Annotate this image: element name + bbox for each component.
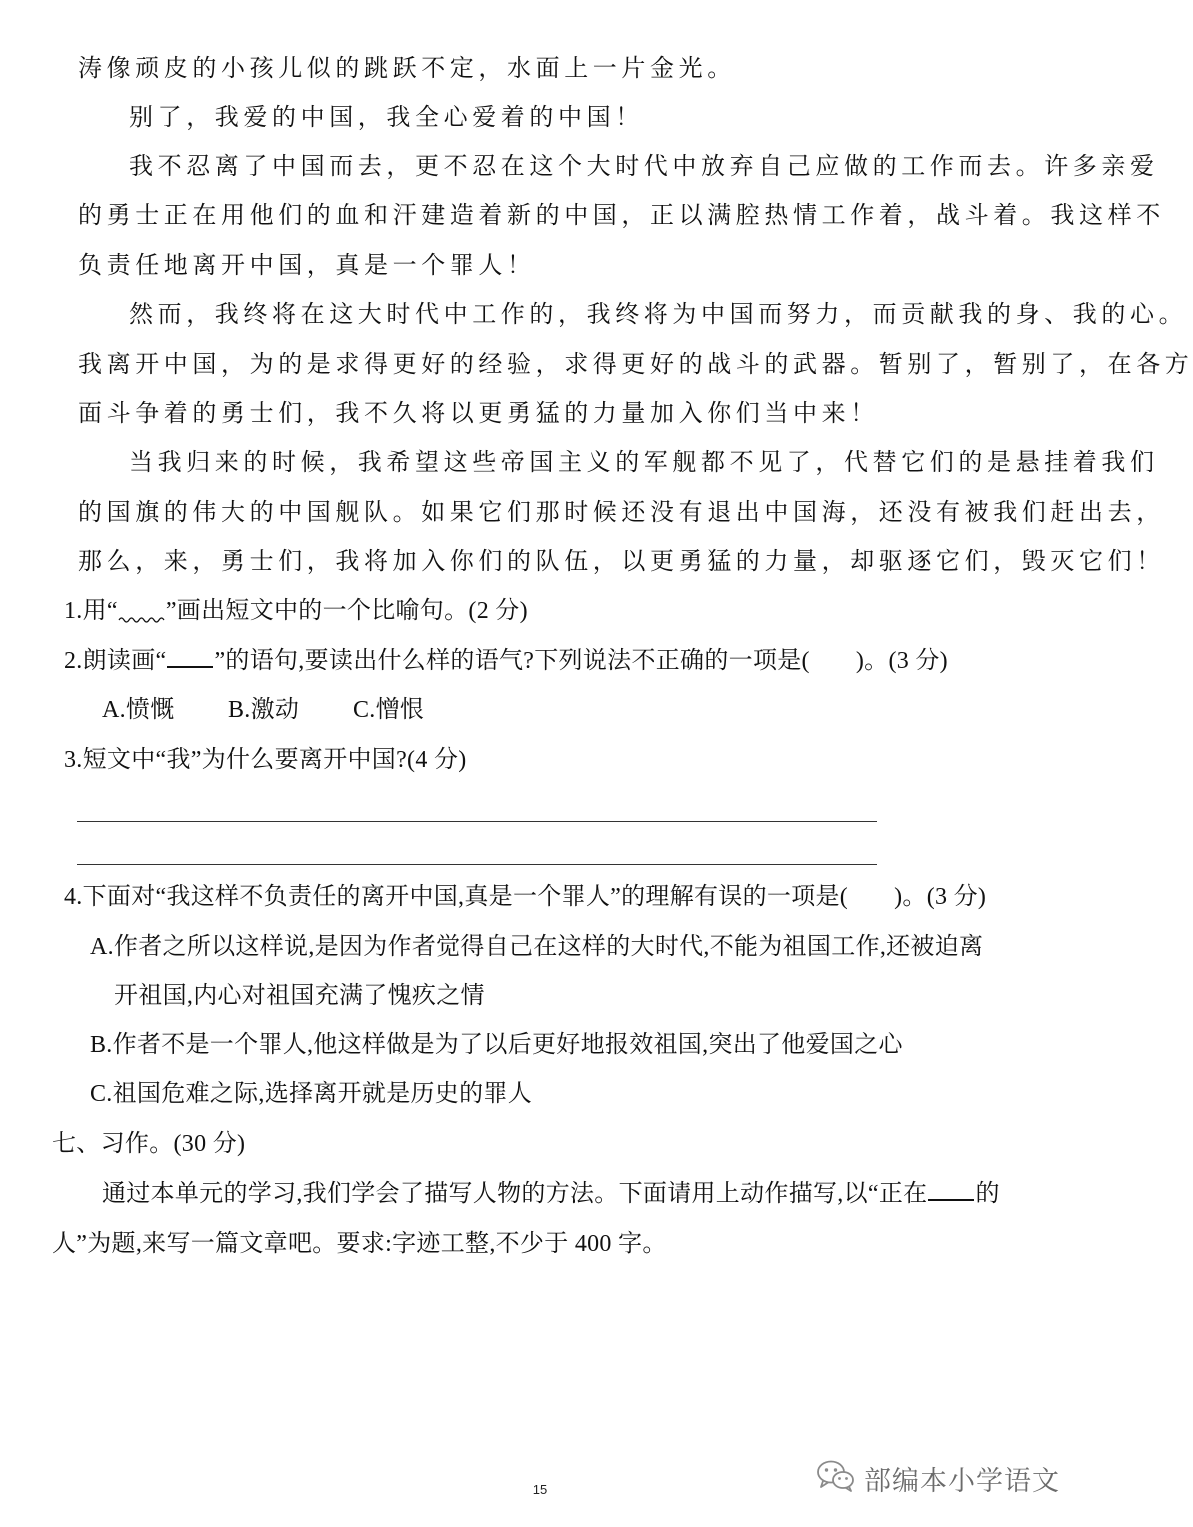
section-title: 七、习作。(30 分) <box>52 1131 246 1157</box>
passage-line: 涛像顽皮的小孩儿似的跳跃不定，水面上一片金光。 <box>78 54 736 82</box>
underline-mark <box>167 646 213 668</box>
option: A.作者之所以这样说,是因为作者觉得自己在这样的大时代,不能为祖国工作,还被迫离 <box>90 934 984 960</box>
passage-line: 的勇士正在用他们的血和汗建造着新的中国，正以满腔热情工作着，战斗着。我这样不 <box>78 201 1165 229</box>
passage-line: 面斗争着的勇士们，我不久将以更勇猛的力量加入你们当中来！ <box>78 399 879 427</box>
wechat-icon <box>816 1459 856 1498</box>
passage-line: 负责任地离开中国，真是一个罪人！ <box>78 251 536 279</box>
watermark <box>816 1456 1060 1500</box>
question-2-score: )。(3 分) <box>855 648 948 674</box>
answer-line[interactable] <box>77 821 877 822</box>
question-1-text: ”画出短文中的一个比喻句。(2 分) <box>165 598 528 624</box>
question-2 <box>64 646 948 676</box>
passage-line: 当我归来的时候，我希望这些帝国主义的军舰都不见了，代替它们的是悬挂着我们 <box>129 448 1159 476</box>
question-1 <box>64 596 528 626</box>
option: 开祖国,内心对祖国充满了愧疚之情 <box>114 983 485 1009</box>
answer-line[interactable] <box>77 864 877 865</box>
question-4-text: 4.下面对“我这样不负责任的离开中国,真是一个罪人”的理解有误的一项是( <box>64 884 849 910</box>
essay-prompt <box>102 1179 1000 1209</box>
passage-line: 那么，来，勇士们，我将加入你们的队伍，以更勇猛的力量，却驱逐它们，毁灭它们！ <box>78 547 1165 575</box>
essay-prompt: 人”为题,来写一篇文章吧。要求:字迹工整,不少于 400 字。 <box>52 1231 667 1257</box>
option: C.憎恨 <box>353 697 425 723</box>
option: C.祖国危难之际,选择离开就是历史的罪人 <box>90 1081 533 1107</box>
question-2-prefix: 2.朗读画“ <box>64 648 167 674</box>
essay-prompt-text: 的 <box>975 1181 1000 1207</box>
passage-line: 别了，我爱的中国，我全心爱着的中国！ <box>129 103 644 131</box>
option: B.作者不是一个罪人,他这样做是为了以后更好地报效祖国,突出了他爱国之心 <box>90 1032 903 1058</box>
passage-line: 然而，我终将在这大时代中工作的，我终将为中国而努力，而贡献我的身、我的心。 <box>129 300 1188 328</box>
passage-line: 的国旗的伟大的中国舰队。如果它们那时候还没有退出中国海，还没有被我们赶出去， <box>78 498 1165 526</box>
passage-line: 我离开中国，为的是求得更好的经验，求得更好的战斗的武器。暂别了，暂别了，在各方 <box>78 350 1193 378</box>
question-2-text: ”的语句,要读出什么样的语气?下列说法不正确的一项是( <box>214 648 810 674</box>
question-3: 3.短文中“我”为什么要离开中国?(4 分) <box>64 747 467 773</box>
page-number: 15 <box>532 1482 548 1497</box>
essay-prompt-text: 通过本单元的学习,我们学会了描写人物的方法。下面请用上动作描写,以“正在 <box>102 1181 928 1207</box>
passage-line: 我不忍离了中国而去，更不忍在这个大时代中放弃自己应做的工作而去。许多亲爱 <box>129 152 1159 180</box>
question-4-score: )。(3 分) <box>894 884 987 910</box>
underline-mark <box>928 1179 974 1201</box>
option: A.愤慨 <box>102 697 175 723</box>
question-1-prefix: 1.用“ <box>64 598 118 624</box>
option: B.激动 <box>228 697 300 723</box>
watermark-text: 部编本小学语文 <box>864 1465 1060 1497</box>
question-4 <box>64 882 986 912</box>
wavy-underline-mark <box>119 600 165 618</box>
